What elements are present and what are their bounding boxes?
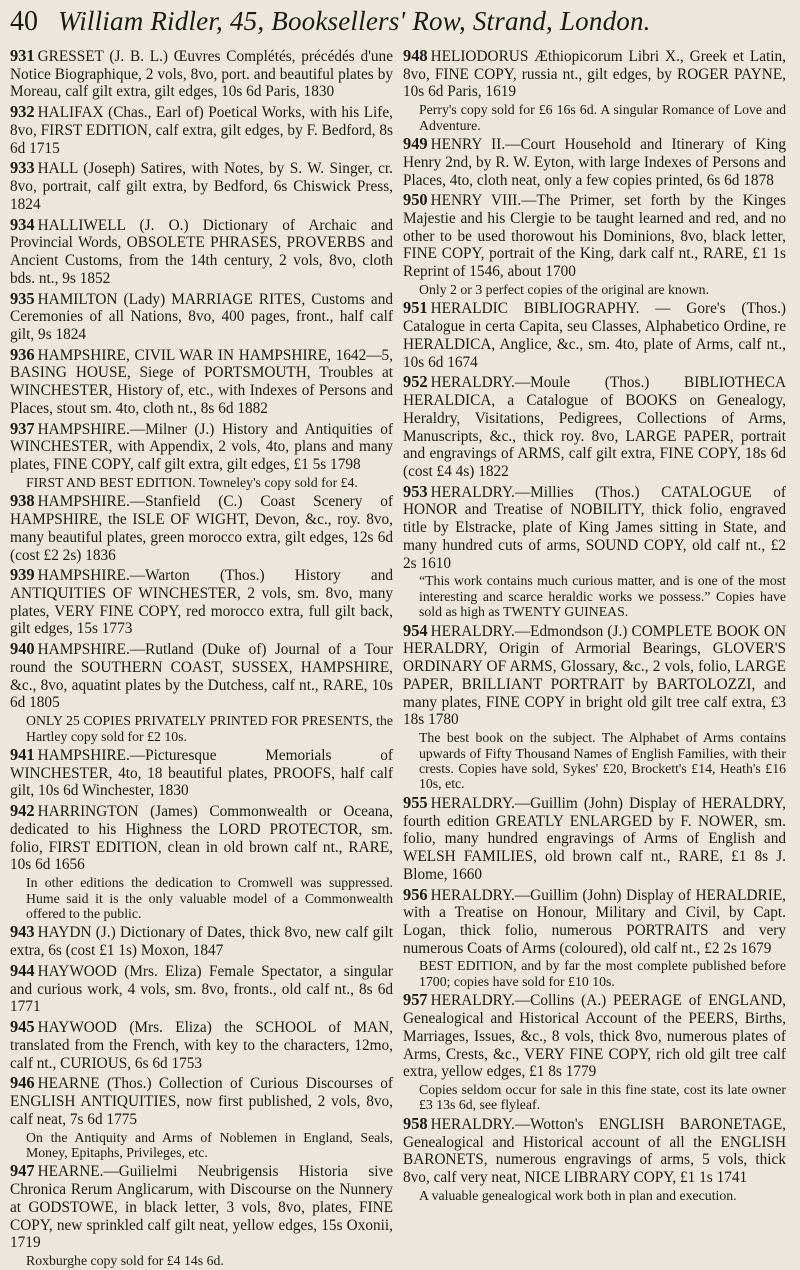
right-column	[403, 46, 786, 1270]
entry-number: 951	[403, 298, 428, 318]
entry-number: 955	[403, 792, 428, 812]
entry-text: HALLIWELL (J. O.) Dictionary of Archaic and Provincial Words, OBSOLETE PHRASES, PROVERBS and Ancient Customs, from the 14th century, 2 vols, 8vo, cloth bds. nt., 9s 1852	[10, 216, 393, 287]
entry-number: 937	[10, 418, 35, 438]
catalogue-entry	[10, 961, 393, 1016]
catalogue-entry	[10, 289, 393, 344]
entry-text: HERALDRY.—Guillim (John) Display of HERALDRIE, with a Treatise on Honour, Military and Civil, by Capt. Logan, thick folio, numerous PORTRAITS and very numerous Coats of Arms (coloured), old calf nt., £2 2s 1679	[403, 886, 786, 957]
entry-number: 939	[10, 565, 35, 585]
entry-text: HALIFAX (Chas., Earl of) Poetical Works, with his Life, 8vo, FIRST EDITION, calf extra, gilt edges, by F. Bedford, 8s 6d 1715	[10, 104, 393, 157]
entry-number: 935	[10, 288, 35, 308]
entry-text: HALL (Joseph) Satires, with Notes, by S. W. Singer, cr. 8vo, portrait, calf gilt extra, by Bedford, 6s Chiswick Press, 1824	[10, 160, 393, 213]
entry-number: 936	[10, 344, 35, 364]
catalogue-entry	[10, 801, 393, 874]
catalogue-entry	[10, 1073, 393, 1128]
entry-text: HAYWOOD (Mrs. Eliza) Female Spectator, a singular and curious work, 4 vols, sm. 8vo, fronts., old calf nt., 8s 6d 1771	[10, 962, 393, 1016]
entry-note: FIRST AND BEST EDITION. Towneley's copy sold for £4.	[26, 474, 358, 490]
catalogue-entry	[403, 621, 786, 729]
entry-text: HERALDRY.—Collins (A.) PEERAGE of ENGLAND, Genealogical and Historical Account of the PEERS, Births, Marriages, Issues, &c., 8 vols, thick 8vo, numerous plates of Arms, Crests, &c., VERY FINE COPY, rich old gilt tree calf extra, yellow edges, £1 8s 1779	[403, 992, 786, 1081]
entry-text: HARRINGTON (James) Commonwealth or Oceana, dedicated to his Highness the LORD PROTECTOR, sm. folio, FIRST EDITION, clean in old brown calf nt., RARE, 10s 6d 1656	[10, 803, 393, 874]
entry-number: 942	[10, 801, 35, 821]
catalogue-entry	[10, 565, 393, 638]
page-header	[10, 6, 786, 42]
entry-number: 952	[403, 372, 428, 392]
entry-number: 948	[403, 46, 428, 65]
catalogue-entry	[403, 190, 786, 281]
entry-text: HEARNE (Thos.) Collection of Curious Discourses of ENGLISH ANTIQUITIES, now first published, 2 vols, 8vo, calf neat, 7s 6d 1775	[10, 1075, 393, 1128]
catalogue-entry	[10, 922, 393, 959]
entry-text: HEARNE.—Guilielmi Neubrigensis Historia sive Chronica Rerum Anglicarum, with Discourse on the Nunnery at GODSTOWE, in black letter, 3 vols, 8vo, plates, FINE COPY, new sprinkled calf gilt neat, yellow edges, 15s Oxonii, 1719	[10, 1163, 393, 1252]
entry-note: A valuable genealogical work both in plan and execution.	[419, 1187, 737, 1203]
entry-number: 957	[403, 990, 428, 1010]
catalogue-columns	[10, 46, 786, 1270]
catalogue-entry	[10, 215, 393, 288]
left-column	[10, 46, 393, 1270]
catalogue-entry	[10, 745, 393, 800]
entry-number: 949	[403, 134, 428, 154]
entry-number: 945	[10, 1017, 35, 1037]
entry-text: HAMPSHIRE.—Milner (J.) History and Antiquities of WINCHESTER, with Appendix, 2 vols, 4to, plans and many plates, FINE COPY, calf gilt extra, gilt edges, £1 5s 1798	[10, 420, 393, 474]
catalogue-entry	[403, 298, 786, 371]
entry-number: 932	[10, 102, 35, 122]
entry-note: In other editions the dedication to Cromwell was suppressed. Hume said it is the only valuable model of a Commonwealth offered to the public.	[26, 875, 393, 922]
entry-text: HAMPSHIRE.—Stanfield (C.) Coast Scenery of HAMPSHIRE, the ISLE OF WIGHT, Devon, &c., roy. 8vo, many beautiful plates, green morocco extra, gilt edges, 12s 6d (cost £2 2s) 1836	[10, 493, 393, 564]
entry-text: HERALDRY.—Moule (Thos.) BIBLIOTHECA HERALDICA, a Catalogue of BOOKS on Genealogy, Heraldry, Visitations, Pedigrees, Collections of Arms, Manuscripts, &c., thick roy. 8vo, LARGE PAPER, portrait and engravings of ARMS, calf gilt extra, FINE COPY, 18s 6d (cost £4 4s) 1822	[403, 374, 786, 480]
catalogue-entry	[10, 46, 393, 101]
catalogue-entry	[10, 158, 393, 213]
entry-note: On the Antiquity and Arms of Noblemen in England, Seals, Money, Epitaphs, Privileges, etc.	[26, 1129, 393, 1160]
entry-number: 958	[403, 1113, 428, 1133]
catalogue-entry	[403, 482, 786, 573]
entry-text: HAMPSHIRE.—Warton (Thos.) History and ANTIQUITIES OF WINCHESTER, 2 vols, sm. 8vo, many plates, VERY FINE COPY, red morocco extra, full gilt back, gilt edges, 15s 1773	[10, 567, 393, 638]
entry-text: HENRY II.—Court Household and Itinerary of King Henry 2nd, by R. W. Eyton, with large Indexes of Persons and Places, 4to, cloth neat, only a few copies printed, 6s 6d 1878	[403, 136, 786, 189]
entry-text: HERALDRY.—Guillim (John) Display of HERALDRY, fourth edition GREATLY ENLARGED by F. NOWER, sm. folio, many hundred engravings of Arms of English and WELSH FAMILIES, old brown calf nt., RARE, £1 8s J. Blome, 1660	[403, 794, 786, 883]
page-number: 40	[10, 6, 38, 37]
entry-note: Copies seldom occur for sale in this fine state, cost its late owner £3 13s 6d, see flyleaf.	[419, 1082, 786, 1113]
entry-text: HELIODORUS Æthiopicorum Libri X., Greek et Latin, 8vo, FINE COPY, russia nt., gilt edges, by ROGER PAYNE, 10s 6d Paris, 1619	[403, 48, 786, 101]
entry-text: HAYDN (J.) Dictionary of Dates, thick 8vo, new calf gilt extra, 6s (cost £1 1s) Moxon, 1847	[10, 924, 393, 960]
entry-number: 938	[10, 491, 35, 511]
entry-note: ONLY 25 COPIES PRIVATELY PRINTED FOR PRESENTS, the Hartley copy sold for £2 10s.	[26, 713, 393, 744]
entry-number: 931	[10, 46, 35, 65]
entry-text: HERALDRY.—Millies (Thos.) CATALOGUE of HONOR and Treatise of NOBILITY, thick folio, engraved title by Elstracke, plate of King James sitting in State, and many hundred cuts of arms, SOUND COPY, old calf nt., £2 2s 1610	[403, 483, 786, 572]
catalogue-entry	[403, 372, 786, 480]
entry-number: 956	[403, 884, 428, 904]
catalogue-entry	[10, 419, 393, 474]
running-title: William Ridler, 45, Booksellers' Row, Strand, London.	[58, 6, 651, 36]
catalogue-entry	[403, 134, 786, 189]
entry-text: HERALDRY.—Edmondson (J.) COMPLETE BOOK ON HERALDRY, Origin of Armorial Bearings, GLOVER'S ORDINARY OF ARMS, Glossary, &c., 2 vols, folio, LARGE PAPER, BRILLIANT PORTRAIT by BARTOLOZZI, and many plates, FINE COPY in bright old gilt tree calf extra, £3 18s 1780	[403, 622, 786, 729]
entry-text: HAMPSHIRE.—Rutland (Duke of) Journal of a Tour round the SOUTHERN COAST, SUSSEX, HAMPSHIRE, &c., 8vo, aquatint plates by the Dutchess, calf nt., RARE, 10s 6d 1805	[10, 641, 393, 712]
entry-text: HERALDIC BIBLIOGRAPHY. — Gore's (Thos.) Catalogue in certa Capita, seu Classes, Alphabetico Ordine, re HERALDICA, Anglice, &c., sm. 4to, plate of Arms, calf nt., 10s 6d 1674	[403, 300, 786, 371]
entry-note: “This work contains much curious matter, and is one of the most interesting and scarce heraldic works we possess.” Copies have sold as high as TWENTY GUINEAS.	[419, 573, 786, 620]
entry-number: 953	[403, 481, 428, 501]
entry-note: BEST EDITION, and by far the most complete published before 1700; copies have sold for £10 10s.	[419, 958, 786, 989]
entry-text: GRESSET (J. B. L.) Œuvres Complétés, précédés d'une Notice Biographique, 2 vols, 8vo, port. and beautiful plates by Moreau, calf gilt extra, gilt edges, 10s 6d Paris, 1830	[10, 48, 393, 101]
entry-number: 934	[10, 214, 35, 234]
entry-text: HAMILTON (Lady) MARRIAGE RITES, Customs and Ceremonies of all Nations, 8vo, 400 pages, front., half calf gilt, 9s 1824	[10, 290, 393, 344]
entry-number: 940	[10, 639, 35, 659]
catalogue-entry	[403, 46, 786, 101]
catalogue-entry	[10, 1161, 393, 1252]
entry-note: The best book on the subject. The Alphabet of Arms contains upwards of Fifty Thousand Names of English Families, with their crests. Copies have sold, Sykes' £20, Brockett's £14, Heath's £16 10s, etc.	[419, 730, 786, 792]
catalogue-entry	[403, 885, 786, 958]
entry-text: HAYWOOD (Mrs. Eliza) the SCHOOL of MAN, translated from the French, with key to the characters, 12mo, calf nt., CURIOUS, 6s 6d 1753	[10, 1019, 393, 1072]
entry-text: HAMPSHIRE.—Picturesque Memorials of WINCHESTER, 4to, 18 beautiful plates, PROOFS, half calf gilt, 10s 6d Winchester, 1830	[10, 747, 393, 800]
entry-note: Only 2 or 3 perfect copies of the original are known.	[419, 281, 710, 297]
entry-number: 947	[10, 1161, 35, 1181]
entry-number: 941	[10, 745, 35, 765]
catalogue-entry	[10, 345, 393, 418]
entry-number: 944	[10, 960, 35, 980]
catalogue-entry	[10, 639, 393, 712]
entry-number: 954	[403, 620, 428, 640]
entry-number: 943	[10, 922, 35, 942]
catalogue-entry	[403, 990, 786, 1081]
entry-number: 933	[10, 158, 35, 178]
entry-text: HAMPSHIRE, CIVIL WAR IN HAMPSHIRE, 1642—5, BASING HOUSE, Siege of PORTSMOUTH, Troubles at WINCHESTER, History of, etc., with Indexes of Persons and Places, stout sm. 4to, cloth nt., 8s 6d 1882	[10, 346, 393, 417]
entry-text: HENRY VIII.—The Primer, set forth by the Kinges Majestie and his Clergie to be taught learned and red, and no other to be used thorowout his Dominions, 8vo, black letter, FINE COPY, portrait of the King, dark calf nt., RARE, £1 1s Reprint of 1546, about 1700	[403, 192, 786, 281]
catalogue-entry	[403, 793, 786, 884]
entry-text: HERALDRY.—Wotton's ENGLISH BARONETAGE, Genealogical and Historical account of all the ENGLISH BARONETS, numerous engravings of arms, 5 vols, thick 8vo, calf very neat, NICE LIBRARY COPY, £1 1s 1741	[403, 1115, 786, 1187]
entry-note: Roxburghe copy sold for £4 14s 6d.	[26, 1253, 224, 1269]
catalogue-entry	[403, 1114, 786, 1187]
catalogue-entry	[10, 491, 393, 564]
entry-number: 946	[10, 1073, 35, 1093]
catalogue-entry	[10, 102, 393, 157]
entry-number: 950	[403, 190, 428, 210]
entry-note: Perry's copy sold for £6 16s 6d. A singular Romance of Love and Adventure.	[419, 102, 786, 133]
catalogue-entry	[10, 1017, 393, 1072]
